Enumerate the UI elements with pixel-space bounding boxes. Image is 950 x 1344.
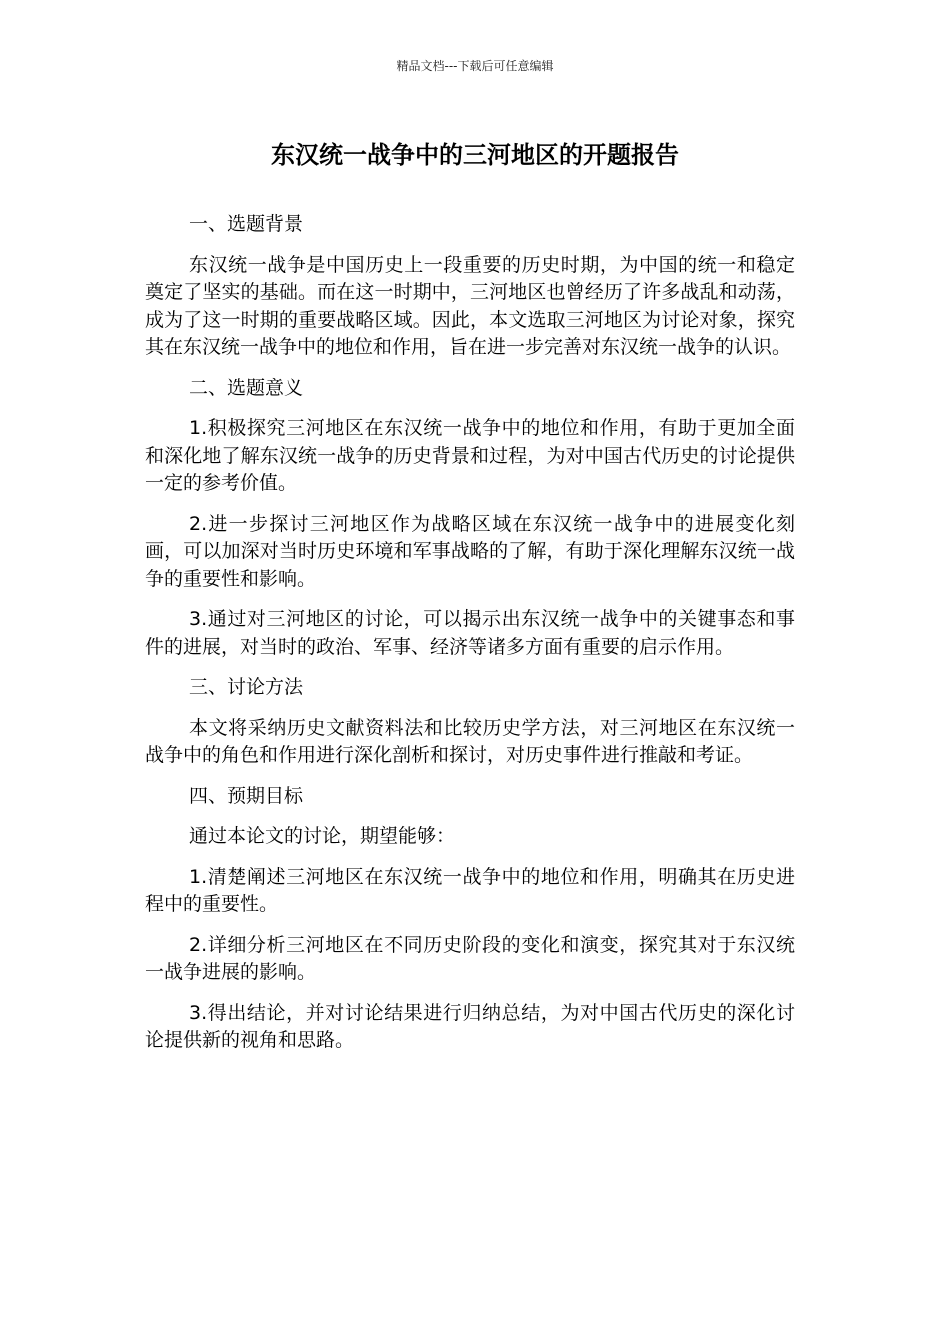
- paragraph-significance-3: 3.通过对三河地区的讨论，可以揭示出东汉统一战争中的关键事态和事件的进展，对当时的政治、军事、经济等诸多方面有重要的启示作用。: [145, 608, 795, 658]
- paragraph-goal-3: 3.得出结论，并对讨论结果进行归纳总结，为对中国古代历史的深化讨论提供新的视角和思路。: [145, 1001, 795, 1051]
- paragraph-goal-1: 1.清楚阐述三河地区在东汉统一战争中的地位和作用，明确其在历史进程中的重要性。: [145, 865, 795, 915]
- section-heading-methods: 三、讨论方法: [189, 676, 304, 698]
- paragraph-goals-intro: 通过本论文的讨论，期望能够：: [189, 825, 456, 847]
- paragraph-methods: 本文将采纳历史文献资料法和比较历史学方法，对三河地区在东汉统一战争中的角色和作用进行深化剖析和探讨，对历史事件进行推敲和考证。: [145, 716, 795, 766]
- section-heading-significance: 二、选题意义: [189, 376, 304, 399]
- paragraph-background: 东汉统一战争是中国历史上一段重要的历史时期，为中国的统一和稳定奠定了坚实的基础。而在这一时期中，三河地区也曾经历了许多战乱和动荡，成为了这一时期的重要战略区域。因此，本文选取三河地区为讨论对象，探究其在东汉统一战争中的地位和作用，旨在进一步完善对东汉统一战争的认识。: [145, 253, 795, 358]
- section-heading-background: 一、选题背景: [189, 213, 304, 235]
- document-body: [145, 211, 795, 1068]
- paragraph-significance-2: 2.进一步探讨三河地区作为战略区域在东汉统一战争中的进展变化刻画，可以加深对当时历史环境和军事战略的了解，有助于深化理解东汉统一战争的重要性和影响。: [145, 512, 795, 590]
- paragraph-goal-2: 2.详细分析三河地区在不同历史阶段的变化和演变，探究其对于东汉统一战争进展的影响。: [145, 933, 795, 983]
- page-header: 精品文档---下载后可任意编辑: [396, 59, 554, 73]
- document-title: 东汉统一战争中的三河地区的开题报告: [271, 141, 679, 169]
- section-heading-goals: 四、预期目标: [189, 784, 304, 807]
- paragraph-significance-1: 1.积极探究三河地区在东汉统一战争中的地位和作用，有助于更加全面和深化地了解东汉统一战争的历史背景和过程，为对中国古代历史的讨论提供一定的参考价值。: [145, 417, 795, 494]
